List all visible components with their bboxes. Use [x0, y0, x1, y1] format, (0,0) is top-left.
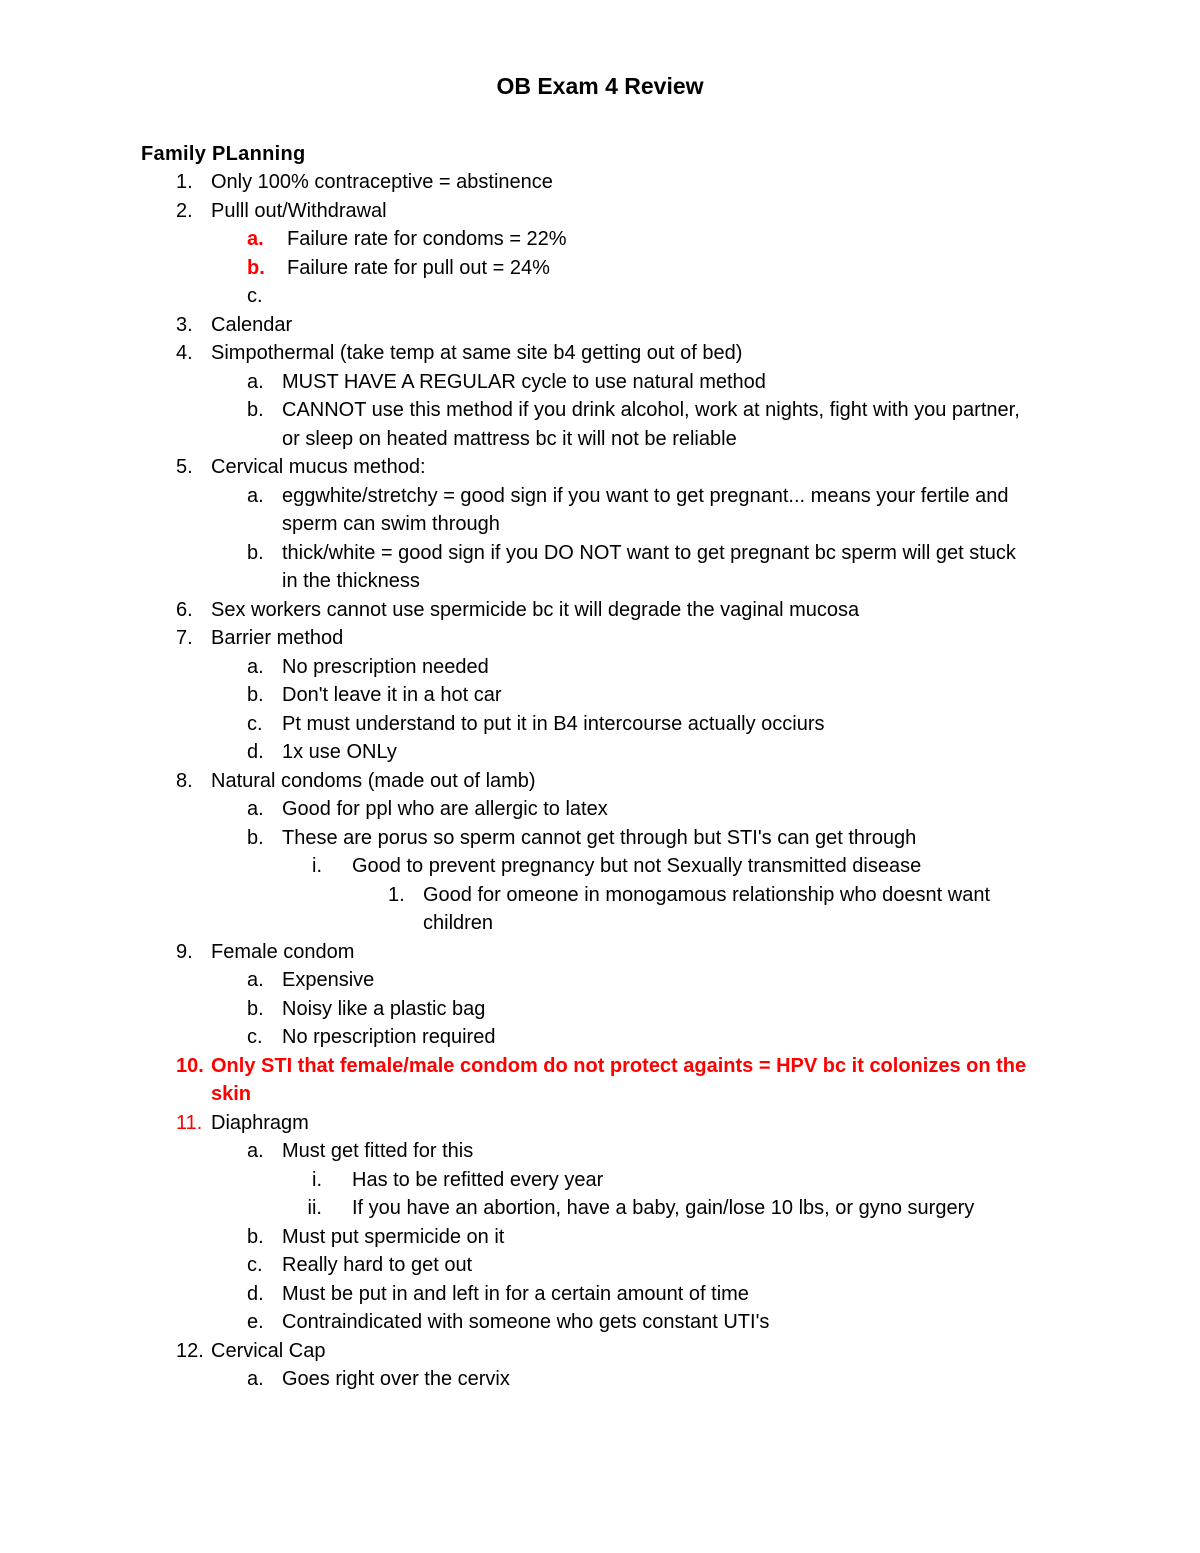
- list-item-text: Has to be refitted every year: [352, 1168, 604, 1191]
- list-item-text: Diaphragm: [211, 1111, 309, 1134]
- list-item-text: No prescription needed: [282, 655, 489, 678]
- list-item-text: thick/white = good sign if you DO NOT want to get pregnant bc sperm will get stuck in the thickness: [282, 541, 1016, 592]
- list-item: [0, 311, 1200, 340]
- list-item: [0, 254, 1200, 283]
- list-item-text: Must get fitted for this: [282, 1140, 474, 1162]
- list-marker: a.: [247, 1368, 264, 1390]
- list-item-text: Good for omeone in monogamous relationship who doesnt want children: [423, 883, 991, 934]
- list-marker: i.: [312, 855, 322, 877]
- list-item-text: Barrier method: [211, 627, 344, 649]
- list-item-text: Natural condoms (made out of lamb): [211, 769, 536, 792]
- list-marker: 8.: [176, 769, 193, 792]
- list-marker: c.: [247, 712, 263, 735]
- list-item-text: Calendar: [211, 313, 293, 336]
- list-item: [0, 396, 1200, 453]
- list-item-text: If you have an abortion, have a baby, gain/lose 10 lbs, or gyno surgery: [352, 1197, 975, 1219]
- list-item: [0, 1365, 1200, 1394]
- list-item: [0, 938, 1200, 967]
- list-marker: b.: [247, 256, 265, 279]
- list-item: [0, 596, 1200, 625]
- list-item-text: Pt must understand to put it in B4 intercourse actually occiurs: [282, 712, 825, 735]
- list-item: [0, 1280, 1200, 1309]
- list-item-text: Cervical Cap: [211, 1339, 326, 1362]
- list-marker: a.: [247, 969, 264, 991]
- list-marker: b.: [247, 541, 264, 564]
- list-item: [0, 1337, 1200, 1366]
- list-item-text: Female condom: [211, 940, 355, 963]
- list-item-text: Don't leave it in a hot car: [282, 684, 502, 706]
- list-item: [0, 539, 1200, 596]
- list-marker: i.: [312, 1168, 322, 1191]
- list-marker: a.: [247, 798, 264, 820]
- list-item-text: Must put spermicide on it: [282, 1225, 505, 1248]
- list-item-text: Cervical mucus method:: [211, 456, 426, 478]
- list-item-text: Must be put in and left in for a certain amount of time: [282, 1282, 749, 1305]
- list-item: [0, 1223, 1200, 1252]
- list-item-text: MUST HAVE A REGULAR cycle to use natural method: [282, 370, 766, 393]
- list-item: [0, 710, 1200, 739]
- list-marker: a.: [247, 370, 264, 393]
- list-marker: a.: [247, 655, 264, 678]
- list-item: [0, 1052, 1200, 1109]
- list-item: [0, 1137, 1200, 1166]
- list-item: [0, 681, 1200, 710]
- list-item-text: These are porus so sperm cannot get through but STI's can get through: [282, 826, 917, 849]
- list-item: [0, 1023, 1200, 1052]
- list-item: [0, 767, 1200, 796]
- list-marker: e.: [247, 1311, 264, 1333]
- list-item: [0, 824, 1200, 853]
- list-item: [0, 1194, 1200, 1223]
- list-marker: 7.: [176, 627, 193, 649]
- list-item-text: Simpothermal (take temp at same site b4 getting out of bed): [211, 342, 743, 364]
- list-item: [0, 881, 1200, 938]
- list-item-text: Good to prevent pregnancy but not Sexually transmitted disease: [352, 855, 922, 877]
- list-marker: c.: [247, 285, 263, 307]
- list-item: [0, 966, 1200, 995]
- list-item-text: Expensive: [282, 969, 375, 991]
- list-item-text: 1x use ONLy: [282, 741, 397, 763]
- list-item: [0, 225, 1200, 254]
- list-marker: b.: [247, 997, 264, 1020]
- list-item: [0, 482, 1200, 539]
- list-marker: a.: [247, 228, 264, 250]
- list-item: [0, 1251, 1200, 1280]
- list-marker: 2.: [176, 199, 193, 222]
- list-item: [0, 653, 1200, 682]
- list-item: [0, 168, 1200, 197]
- list-item-text: Only STI that female/male condom do not protect againts = HPV bc it colonizes on the skin: [211, 1054, 1027, 1105]
- list-item-text: Good for ppl who are allergic to latex: [282, 798, 608, 820]
- list-marker: d.: [247, 741, 264, 763]
- list-item-text: Contraindicated with someone who gets constant UTI's: [282, 1311, 770, 1333]
- list-item: [0, 738, 1200, 767]
- list-marker: b.: [247, 399, 264, 421]
- list-item-text: Failure rate for pull out = 24%: [287, 256, 550, 279]
- list-item: [0, 1109, 1200, 1138]
- list-item: [0, 995, 1200, 1024]
- list-item-text: Sex workers cannot use spermicide bc it will degrade the vaginal mucosa: [211, 598, 860, 621]
- list-item: [0, 453, 1200, 482]
- list-marker: b.: [247, 1225, 264, 1248]
- list-item: [0, 368, 1200, 397]
- list-marker: d.: [247, 1282, 264, 1305]
- list-item: [0, 852, 1200, 881]
- document-title: OB Exam 4 Review: [496, 73, 704, 99]
- list-marker: a.: [247, 1140, 264, 1162]
- list-item: [0, 795, 1200, 824]
- list-item-text: Failure rate for condoms = 22%: [287, 228, 567, 250]
- list-marker: ii.: [307, 1197, 322, 1219]
- list-marker: a.: [247, 484, 264, 507]
- list-item-text: Goes right over the cervix: [282, 1368, 510, 1390]
- list-item-text: Really hard to get out: [282, 1254, 473, 1276]
- list-item-text: Noisy like a plastic bag: [282, 997, 486, 1020]
- outline-list: [0, 168, 1200, 1394]
- list-item-text: No rpescription required: [282, 1026, 496, 1048]
- list-item: [0, 197, 1200, 226]
- list-marker: 10.: [176, 1054, 204, 1077]
- list-item: [0, 1308, 1200, 1337]
- list-marker: 11.: [176, 1111, 203, 1134]
- list-marker: 9.: [176, 940, 193, 963]
- list-item: [0, 624, 1200, 653]
- list-marker: c.: [247, 1254, 263, 1276]
- list-item: [0, 282, 1200, 311]
- list-marker: 4.: [176, 342, 193, 364]
- list-item-text: eggwhite/stretchy = good sign if you want to get pregnant... means your fertile and sperm can swim through: [282, 484, 1009, 535]
- list-item-text: CANNOT use this method if you drink alcohol, work at nights, fight with you partner, or sleep on heated mattress bc it will not be reliable: [282, 399, 1020, 450]
- list-marker: 1.: [388, 883, 405, 906]
- list-marker: 6.: [176, 598, 193, 621]
- list-marker: 1.: [176, 171, 193, 193]
- list-marker: 12.: [176, 1339, 204, 1362]
- list-item-text: Pulll out/Withdrawal: [211, 199, 387, 222]
- list-marker: 3.: [176, 313, 193, 336]
- list-item: [0, 1166, 1200, 1195]
- list-marker: b.: [247, 826, 264, 849]
- list-item-text: Only 100% contraceptive = abstinence: [211, 171, 553, 193]
- list-item: [0, 339, 1200, 368]
- list-marker: b.: [247, 684, 264, 706]
- section-heading: Family PLanning: [141, 143, 306, 165]
- list-marker: c.: [247, 1026, 263, 1048]
- list-marker: 5.: [176, 456, 193, 478]
